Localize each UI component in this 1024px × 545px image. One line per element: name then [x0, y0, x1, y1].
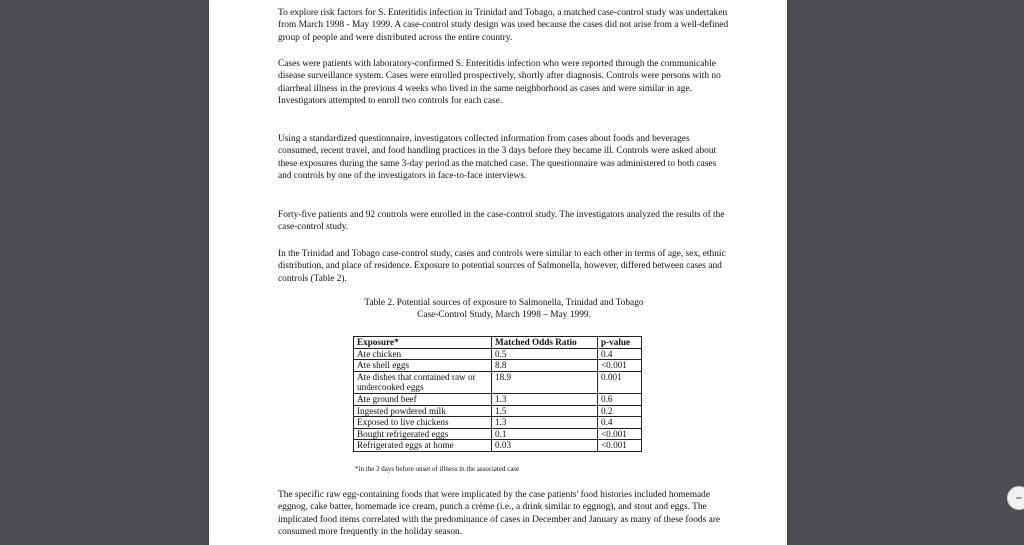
cell-p-value: 0.4	[598, 417, 642, 429]
header-p-value: p-value	[598, 337, 642, 349]
table-caption-line1: Table 2. Potential sources of exposure to Salmonella, Trinidad and Tobago	[364, 298, 644, 308]
cell-p-value: 0.4	[598, 348, 642, 360]
table-row	[354, 428, 642, 440]
paragraph-enrollment: Forty-five patients and 92 controls were enrolled in the case-control study. The investigators analyzed the results of the case-control study.	[278, 210, 725, 233]
cell-odds-ratio: 0.03	[492, 440, 598, 452]
table-row	[354, 417, 642, 429]
cell-odds-ratio: 0.5	[492, 348, 598, 360]
cell-odds-ratio: 18.9	[492, 371, 598, 393]
minus-icon: –	[1015, 490, 1023, 506]
table-row	[354, 405, 642, 417]
table-row	[354, 371, 642, 393]
cell-exposure: Ate dishes that contained raw or undercooked eggs	[354, 371, 492, 393]
paragraph-case-definition: Cases were patients with laboratory-confirmed S. Enteritidis infection who were reported through the communicable disease surveillance system. Cases were enrolled prospectively, shortly after diagnosis. Controls were persons with no diarrheal illness in the previous 4 weeks who lived in the same neighborhood as cases and were similar in age. Investigators attempted to enroll two controls for each case.	[278, 59, 721, 107]
table-row	[354, 440, 642, 452]
table-footnote: *in the 3 days before onset of illness in the associated case	[355, 465, 520, 473]
cell-p-value: <0.001	[598, 360, 642, 372]
cell-p-value: 0.2	[598, 405, 642, 417]
header-odds-ratio: Matched Odds Ratio	[492, 337, 598, 349]
exposure-table	[353, 336, 642, 452]
table-row	[354, 360, 642, 372]
table-row	[354, 348, 642, 360]
table-row	[354, 393, 642, 405]
cell-exposure: Refrigerated eggs at home	[354, 440, 492, 452]
cell-exposure: Ate chicken	[354, 348, 492, 360]
cell-odds-ratio: 1.5	[492, 405, 598, 417]
cell-p-value: 0.6	[598, 393, 642, 405]
cell-odds-ratio: 1.3	[492, 393, 598, 405]
cell-exposure: Ate shell eggs	[354, 360, 492, 372]
paragraph-questionnaire: Using a standardized questionnaire, investigators collected information from cases about foods and beverages consumed, recent travel, and food handling practices in the 3 days before they became ill. Controls were asked about these exposures during the same 3-day period as the matched case. The questionnaire was administered to both cases and controls by one of the investigators in face-to-face interviews.	[278, 134, 717, 182]
cell-p-value: <0.001	[598, 440, 642, 452]
paragraph-implicated-foods: The specific raw egg-containing foods that were implicated by the case patients' food histories included homemade eggnog, cake batter, homemade ice cream, punch a crème (i.e., a drink similar to eggnog), and stout and eggs. The implicated food items correlated with the predominance of cases in December and January as many of these foods are consumed more frequently in the holiday season.	[278, 490, 721, 538]
cell-exposure: Ingested powdered milk	[354, 405, 492, 417]
cell-odds-ratio: 8.8	[492, 360, 598, 372]
cell-odds-ratio: 0.1	[492, 428, 598, 440]
paragraph-results-intro: In the Trinidad and Tobago case-control study, cases and controls were similar to each other in terms of age, sex, ethnic distribution, and place of residence. Exposure to potential sources of Salmonella, however, differed between cases and controls (Table 2).	[278, 249, 726, 284]
cell-p-value: <0.001	[598, 428, 642, 440]
document-page	[209, 0, 787, 545]
table-caption-line2: Case-Control Study, March 1998 – May 1999.	[417, 310, 591, 321]
cell-exposure: Ate ground beef	[354, 393, 492, 405]
cell-exposure: Bought refrigerated eggs	[354, 428, 492, 440]
header-exposure: Exposure*	[354, 337, 492, 349]
table-header-row	[354, 337, 642, 349]
table-caption	[278, 297, 730, 322]
cell-p-value: 0.001	[598, 371, 642, 393]
cell-odds-ratio: 1.3	[492, 417, 598, 429]
cell-exposure: Exposed to live chickens	[354, 417, 492, 429]
paragraph-study-overview: To explore risk factors for S. Enteritidis infection in Trinidad and Tobago, a matched case-control study was undertaken from March 1998 - May 1999. A case-control study design was used because the cases did not arise from a well-defined group of people and were distributed across the entire country.	[278, 8, 729, 43]
scroll-button[interactable]	[1007, 486, 1024, 510]
